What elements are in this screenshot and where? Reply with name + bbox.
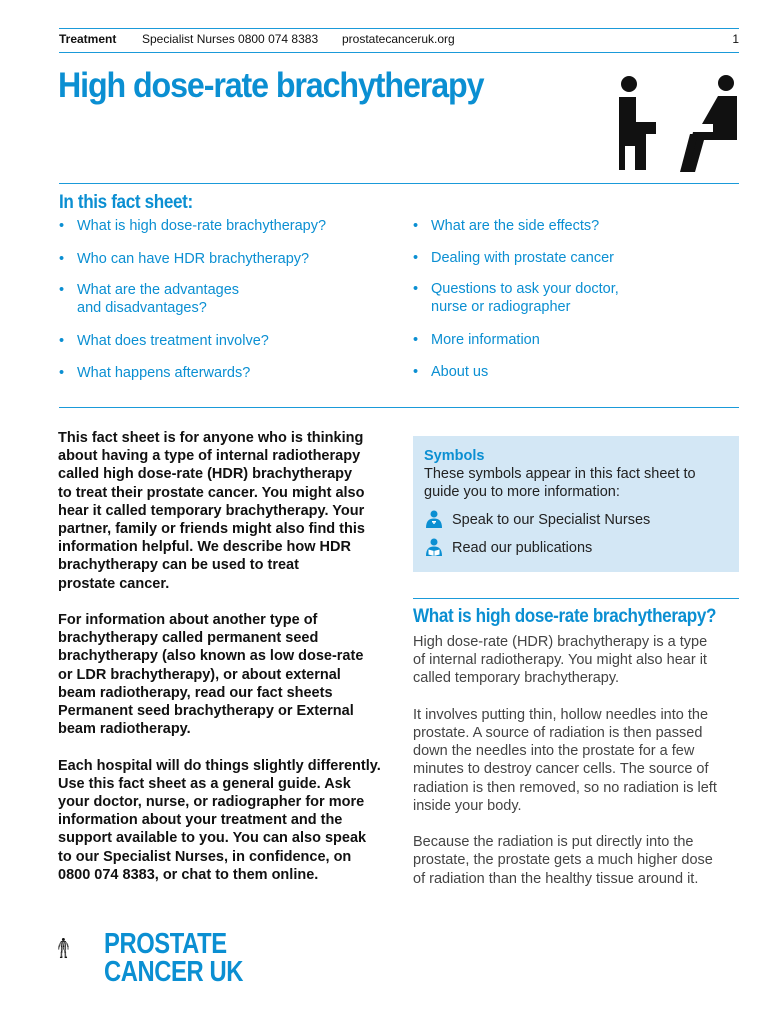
section1-heading: What is high dose-rate brachytherapy? [413, 606, 717, 627]
toc-item-about-us[interactable]: • About us [413, 363, 488, 381]
toc-heading: In this fact sheet: [59, 192, 193, 213]
intro-p2-line: beam radiotherapy, read our fact sheets [58, 684, 333, 701]
intro-paragraph-2 [58, 611, 388, 738]
intro-p1-line: prostate cancer. [58, 575, 170, 592]
intro-p2-line: For information about another type of [58, 612, 318, 629]
symbol-publications [424, 538, 592, 556]
page-title: High dose-rate brachytherapy [58, 66, 484, 105]
intro-p1-line: about having a type of internal radiotherapy [58, 448, 361, 465]
title-bottom-rule [59, 183, 739, 184]
intro-p3-line: information about your treatment and the [58, 812, 343, 829]
logo-line-2: CANCER UK [104, 956, 243, 988]
toc-bottom-rule [59, 407, 739, 408]
intro-p1-line: information helpful. We describe how HDR [58, 539, 351, 556]
symbol-nurses-label: Speak to our Specialist Nurses [452, 512, 651, 528]
toc-item-questions[interactable]: • Questions to ask your doctor, [413, 280, 619, 298]
header-top-rule [59, 28, 739, 29]
section1-top-rule [413, 598, 739, 599]
header-bottom-rule [59, 52, 739, 53]
symbols-intro [424, 465, 724, 501]
toc-item-more-info[interactable]: • More information [413, 331, 540, 349]
intro-p1-line: hear it called temporary brachytherapy. Your [58, 502, 365, 519]
toc-item-who-can-have[interactable]: • Who can have HDR brachytherapy? [59, 250, 309, 268]
intro-p2-line: Permanent seed brachytherapy or External [58, 703, 354, 720]
toc-item-treatment-involve[interactable]: • What does treatment involve? [59, 332, 269, 350]
intro-text [58, 429, 388, 902]
section1-p2-line: down the needles into the prostate for a few [413, 743, 695, 760]
symbol-publications-label: Read our publications [452, 540, 593, 556]
logo-line-1: PROSTATE [104, 928, 227, 960]
section1-p1-line: High dose-rate (HDR) brachytherapy is a type [413, 634, 708, 650]
header-page-number: 1 [732, 32, 739, 46]
toc-item-side-effects[interactable]: • What are the side effects? [413, 217, 599, 235]
intro-p3-line: 0800 074 8383, or chat to them online. [58, 866, 319, 883]
intro-p2-line: brachytherapy called permanent seed [58, 630, 319, 647]
section1-p1-line: called temporary brachytherapy. [413, 670, 620, 687]
toc-item-afterwards[interactable]: • What happens afterwards? [59, 364, 250, 382]
section1-p3-line: prostate, the prostate gets a much higher dose [413, 852, 713, 869]
section1-text [413, 633, 743, 906]
section1-p2-line: minutes to destroy cancer cells. The source of [413, 761, 709, 778]
intro-p1-line: This fact sheet is for anyone who is thinking [58, 430, 364, 446]
section1-paragraph-1 [413, 633, 743, 688]
header-website: prostatecanceruk.org [342, 32, 455, 46]
intro-p1-line: called high dose-rate (HDR) brachytherapy [58, 466, 353, 483]
section1-paragraph-2 [413, 706, 743, 815]
toc-item-questions-cont[interactable]: nurse or radiographer [431, 299, 571, 315]
symbols-intro-line: These symbols appear in this fact sheet to [424, 466, 696, 482]
intro-p3-line: to our Specialist Nurses, in confidence, on [58, 848, 352, 865]
intro-p3-line: your doctor, nurse, or radiographer for more [58, 794, 365, 811]
section1-p3-line: Because the radiation is put directly into the [413, 834, 694, 851]
prostate-cancer-uk-logo-text [104, 930, 243, 986]
header-section: Treatment [59, 32, 117, 46]
intro-paragraph-3 [58, 757, 388, 884]
toc-item-advantages[interactable]: • What are the advantages [59, 281, 239, 299]
prostate-cancer-uk-logo-figure [58, 906, 102, 990]
intro-p3-line: support available to you. You can also speak [58, 830, 367, 847]
consultation-pictogram [614, 74, 740, 174]
section1-p1-line: of internal radiotherapy. You might also hear it [413, 652, 707, 669]
publication-icon [424, 538, 444, 556]
intro-p2-line: or LDR brachytherapy), or about external [58, 666, 341, 683]
intro-p2-line: beam radiotherapy. [58, 721, 191, 738]
section1-p2-line: prostate. A source of radiation is then passed [413, 725, 703, 741]
toc-item-what-is-hdr[interactable]: • What is high dose-rate brachytherapy? [59, 217, 326, 235]
header-nurses-phone: Specialist Nurses 0800 074 8383 [142, 32, 319, 46]
section1-p2-line: radiation is then removed, so no radiation is left [413, 779, 717, 796]
section1-p3-line: of radiation than the healthy tissue around it. [413, 870, 699, 887]
intro-p1-line: to treat their prostate cancer. You might also [58, 484, 365, 501]
symbols-box [413, 436, 739, 572]
intro-p3-line: Each hospital will do things slightly differently. [58, 757, 381, 774]
nurse-icon [424, 510, 444, 528]
intro-p1-line: brachytherapy can be used to treat [58, 557, 299, 574]
symbols-intro-line: guide you to more information: [424, 484, 620, 501]
toc-item-advantages-cont[interactable]: and disadvantages? [77, 300, 207, 316]
section1-p2-line: inside your body. [413, 797, 522, 814]
intro-p3-line: Use this fact sheet as a general guide. Ask [58, 775, 351, 792]
intro-paragraph-1 [58, 429, 388, 593]
toc-item-dealing[interactable]: • Dealing with prostate cancer [413, 249, 614, 267]
section1-paragraph-3 [413, 833, 743, 888]
intro-p1-line: partner, family or friends might also find this [58, 521, 365, 538]
symbol-nurses [424, 510, 650, 528]
intro-p2-line: brachytherapy (also known as low dose-rate [58, 648, 364, 665]
symbols-title: Symbols [424, 448, 485, 464]
section1-p2-line: It involves putting thin, hollow needles into the [413, 706, 709, 723]
